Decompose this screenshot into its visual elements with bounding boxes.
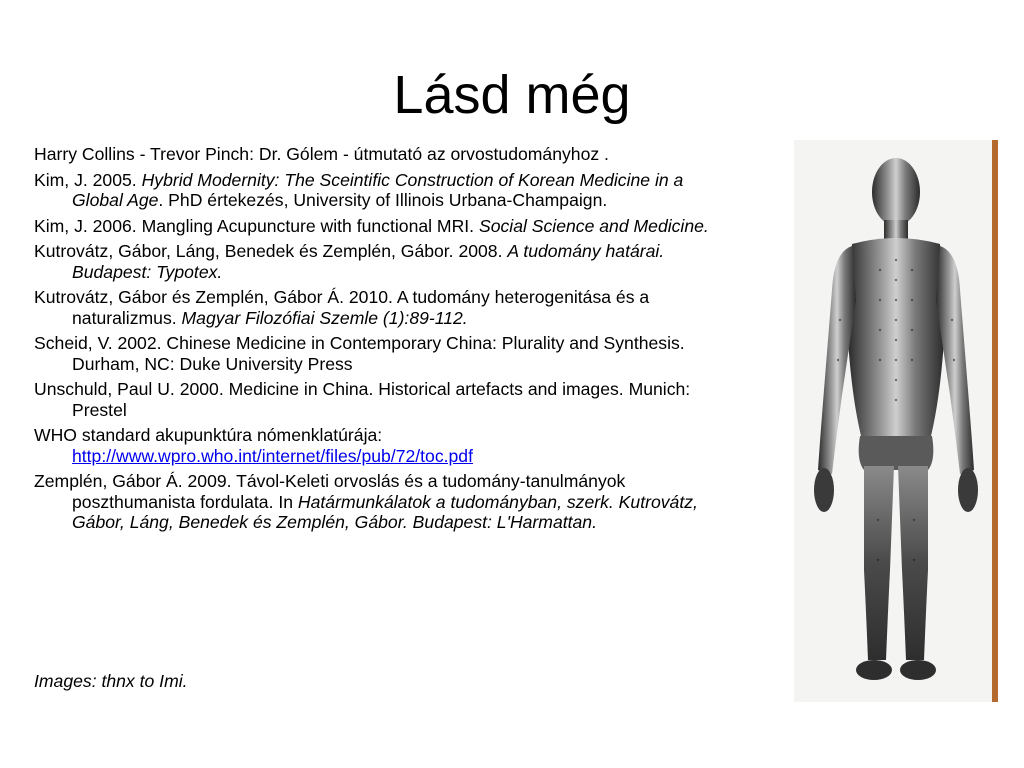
- reference-text: Kim, J. 2006. Mangling Acupuncture with functional MRI.: [34, 215, 479, 236]
- reference-text: Harry Collins - Trevor Pinch: Dr. Gólem - útmutató az orvostudományhoz .: [34, 144, 609, 164]
- reference-item: [34, 144, 734, 165]
- image-credit: Images: thnx to Imi.: [34, 671, 188, 691]
- reference-italic-text: Social Science and Medicine.: [478, 215, 709, 236]
- reference-item: [34, 425, 734, 466]
- reference-item: [34, 471, 734, 533]
- reference-item: [34, 241, 734, 282]
- reference-item: [34, 333, 734, 374]
- reference-text: Zemplén, Gábor Á. 2009. Távol-Keleti orvoslás és a tudomány-tanulmányok poszthumanista fordulata. In: [34, 471, 626, 512]
- reference-text: Kim, J. 2005.: [34, 169, 142, 190]
- reference-italic-text: Határmunkálatok a tudományban, szerk. Kutrovátz, Gábor, Láng, Benedek és Zemplén, Gábor. Budapest: L'Harmattan.: [72, 491, 698, 532]
- reference-text: Kutrovátz, Gábor és Zemplén, Gábor Á. 2010. A tudomány heterogenitása és a naturalizmus.: [34, 287, 650, 328]
- acupuncture-figure-image: [794, 140, 998, 702]
- acupuncture-figure-icon: [794, 140, 998, 702]
- reference-italic-text: A tudomány határai. Budapest: Typotex.: [72, 241, 665, 282]
- reference-item: [34, 287, 734, 328]
- reference-italic-text: Hybrid Modernity: The Sceintific Construction of Korean Medicine in a Global Age: [72, 169, 684, 210]
- slide-title: Lásd még: [393, 65, 631, 125]
- reference-text: . PhD értekezés, University of Illinois Urbana-Champaign.: [158, 190, 608, 210]
- reference-text: Kutrovátz, Gábor, Láng, Benedek és Zemplén, Gábor. 2008.: [34, 241, 508, 261]
- reference-text: WHO standard akupunktúra nómenklatúrája:: [34, 425, 383, 445]
- reference-text: Scheid, V. 2002. Chinese Medicine in Contemporary China: Plurality and Synthesis. Durham, NC: Duke University Press: [34, 333, 685, 374]
- reference-text: Unschuld, Paul U. 2000. Medicine in China. Historical artefacts and images. Munich: Prestel: [34, 379, 691, 420]
- reference-item: [34, 216, 734, 237]
- reference-italic-text: Magyar Filozófiai Szemle (1):89-112.: [181, 307, 468, 328]
- reference-list: [34, 144, 734, 538]
- reference-link[interactable]: http://www.wpro.who.int/internet/files/pub/72/toc.pdf: [72, 445, 473, 466]
- reference-item: [34, 379, 734, 420]
- reference-item: [34, 170, 734, 211]
